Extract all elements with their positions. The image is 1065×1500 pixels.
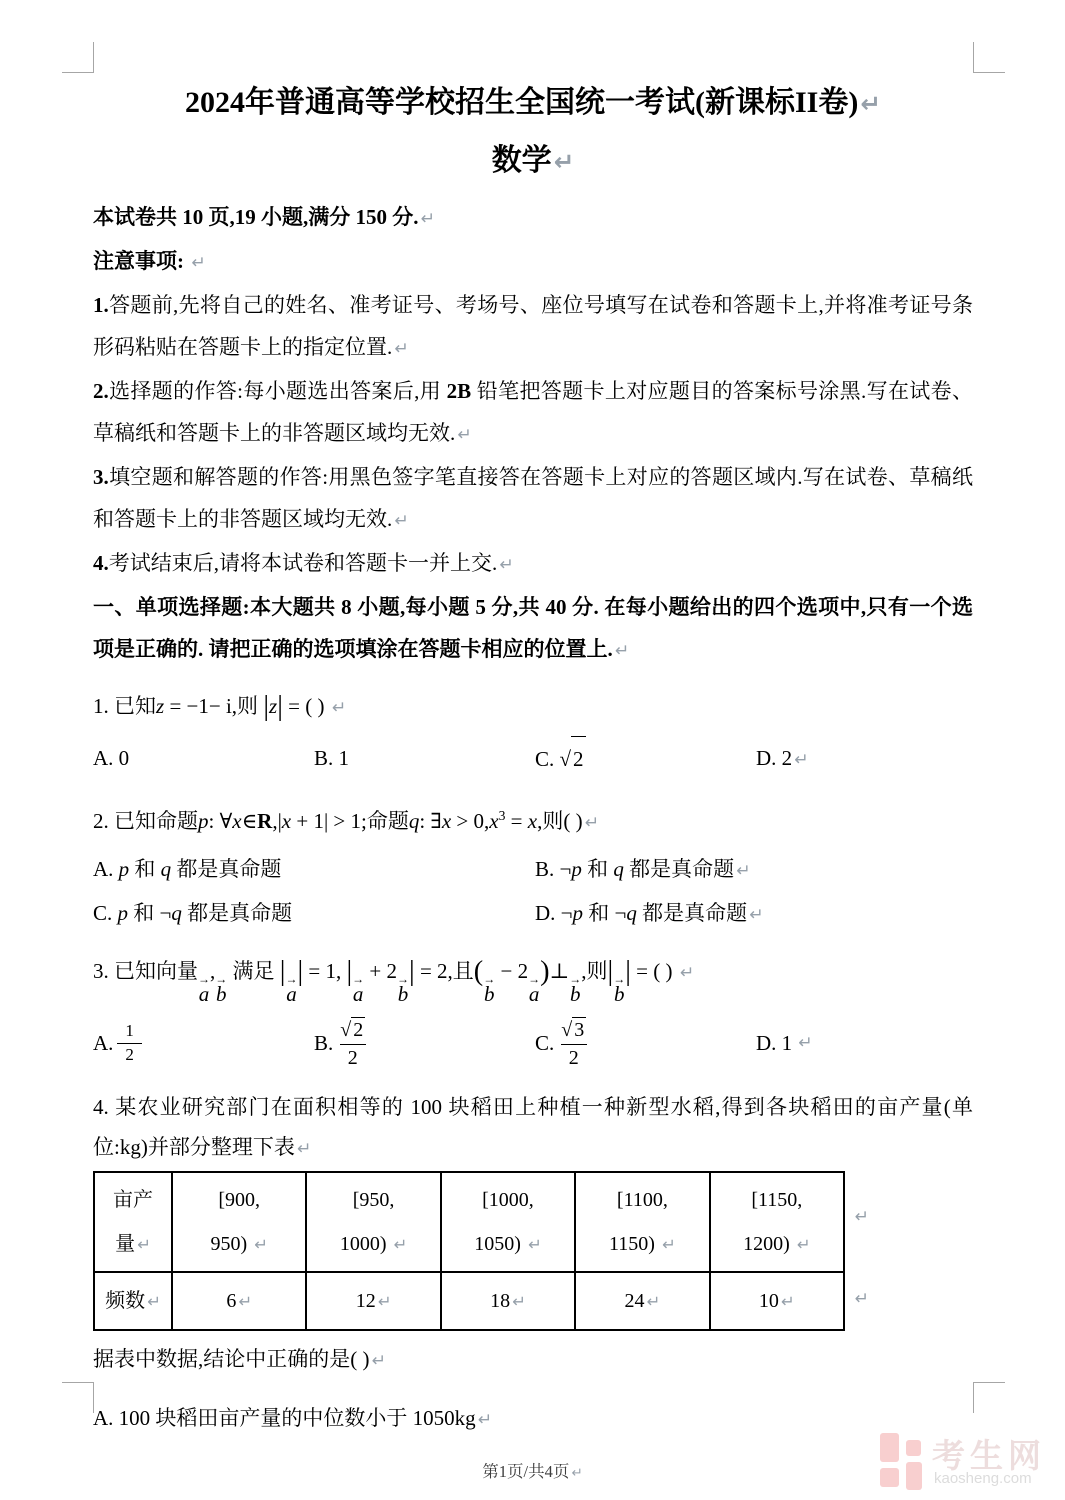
question-2-option-b: B. ¬p 和 q 都是真命题 ↵ [535,857,751,881]
watermark-site-name: 考生网 [932,1437,1046,1474]
paragraph-mark-icon: ↵ [854,1207,869,1227]
exam-subject [93,143,973,180]
question-3-option-d: D. 1 ↵ [756,1030,813,1055]
kaosheng-watermark [880,1428,1060,1494]
notice-item-4: 4.考试结束后,请将本试卷和答题卡一并上交. ↵ [93,551,514,575]
exam-info-line: 本试卷共 10 页,19 小题,满分 150 分. ↵ [93,205,435,229]
question-1-option-d: D. 2 ↵ [756,746,809,770]
paragraph-mark-icon: ↵ [798,1033,813,1053]
paragraph-mark-icon: ↵ [457,425,472,445]
paragraph-mark-icon: ↵ [794,750,809,770]
question-4-conclusion-line: 据表中数据,结论中正确的是( ) ↵ [93,1347,386,1371]
table-cell-text: 亩产 [113,1188,153,1211]
logo-block [906,1462,922,1490]
watermark-site-url: kaosheng.com [934,1470,1032,1487]
paragraph-mark-icon: ↵ [614,641,630,661]
exam-title-text: 2024年普通高等学校招生全国统一考试(新课标II卷) [185,86,859,119]
table-header-frequency [94,1272,172,1330]
text-boundary-mark-top-left [62,42,94,73]
table-cell-text: [950, [352,1188,395,1211]
paragraph-mark-icon: ↵ [371,1351,386,1371]
question-1-option-a: A. 0 [93,746,130,770]
paragraph-mark-icon: ↵ [796,1234,811,1254]
exam-title [93,0,973,123]
paragraph-mark-icon: ↵ [584,813,599,833]
text-boundary-mark-bottom-left [62,1382,94,1413]
paragraph-mark-icon: ↵ [394,339,409,359]
paragraph-mark-icon: ↵ [553,147,575,176]
table-cell-text: 1000) [339,1232,392,1255]
vector-symbol: → a [528,972,541,1006]
paragraph-mark-icon: ↵ [377,1291,392,1311]
paragraph-mark-icon: ↵ [527,1234,542,1254]
paragraph-mark-icon: ↵ [661,1234,676,1254]
notice-item-3: 3.填空题和解答题的作答:用黑色签字笔直接答在答题卡上对应的答题区域内.写在试卷、草稿纸和答题卡上的非答题区域均无效. ↵ [93,465,973,531]
question-2-stem: 2. 已知命题p: ∀x∈R,|x + 1| > 1;命题q: ∃x > $0,x^3 = x$,则( ) ↵ [93,808,599,833]
table-row-frequencies [94,1272,844,1330]
radical-symbol: √2 [560,736,586,781]
paragraph-mark-icon: ↵ [147,1291,161,1311]
question-1-stem: 1. 已知z = −1− i,则 |z| = ( ) ↵ [93,691,347,722]
exam-subject-text: 数学 [491,144,552,177]
logo-block [880,1433,899,1462]
paragraph-mark-icon: ↵ [679,963,695,983]
radical-symbol: √ 2 [340,1018,364,1041]
table-cell-freq-5 [710,1272,844,1330]
question-3-options [93,1005,973,1081]
table-cell-text: [900, [218,1188,261,1211]
vector-symbol: → b [397,972,409,1006]
paragraph-mark-icon: ↵ [191,253,206,273]
paragraph-mark-icon: ↵ [749,905,764,925]
paragraph-mark-icon: ↵ [854,1289,869,1309]
vector-symbol: → b [483,972,496,1006]
text-boundary-mark-top-right [973,42,1005,73]
question-1-option-b: B. 1 [314,746,350,770]
table-cell-range-5 [710,1172,844,1272]
question-4-option-a: A. 100 块稻田亩产量的中位数小于 1050kg ↵ [93,1406,493,1430]
question-2-options-row-2 [93,892,973,936]
paragraph-mark-icon: ↵ [296,1139,312,1159]
question-2-option-c: C. p 和 ¬q 都是真命题 [93,901,293,925]
table-cell-text: 1150) [609,1232,660,1255]
yield-frequency-table-wrap [93,1171,869,1331]
vector-symbol: → b [613,972,626,1006]
paragraph-mark-icon: ↵ [393,1234,408,1254]
section-1-heading: 一、单项选择题:本大题共 8 小题,每小题 5 分,共 40 分. 在每小题给出的四个选项中,只有一个选项是正确的. 请把正确的选项填涂在答题卡相应的位置上. ↵ [93,595,973,661]
vector-symbol: → a [198,972,210,1006]
question-3-stem: 3. 已知向量 → a , → b 满足 | → a | = 1, | → a + 2 → b | = 2,且( → b − 2 → a )⊥ → b ,则| → b | = ( ) ↵ [93,956,695,1006]
document-content [93,0,973,1459]
table-cell-freq-2 [306,1272,440,1330]
paragraph-mark-icon: ↵ [780,1291,795,1311]
paragraph-mark-icon: ↵ [646,1291,661,1311]
table-cell-text: 1050) [474,1232,526,1255]
vector-symbol: → b [569,972,582,1006]
table-cell-range-4 [575,1172,709,1272]
question-2-option-a: A. p 和 q 都是真命题 [93,857,282,881]
logo-block [880,1468,899,1487]
table-cell-text: 18 [490,1289,511,1312]
radical-symbol: √ 3 [561,1018,585,1041]
paragraph-mark-icon: ↵ [512,1291,526,1311]
table-cell-text: 12 [355,1289,376,1312]
paragraph-mark-icon: ↵ [477,1410,493,1430]
table-cell-range-2 [306,1172,440,1272]
table-cell-freq-1 [172,1272,306,1330]
table-cell-text: [1000, [482,1188,534,1211]
yield-frequency-table [93,1171,845,1331]
vector-symbol: → b [215,972,228,1006]
paragraph-mark-icon: ↵ [238,1291,253,1311]
paragraph-mark-icon: ↵ [860,89,881,118]
question-3-option-a: A. $\frac{1}{2}$ [93,1021,314,1066]
table-cell-text: [1150, [751,1188,803,1211]
logo-block [906,1440,921,1456]
paragraph-mark-icon: ↵ [394,511,409,531]
question-2-option-d: D. ¬p 和 ¬q 都是真命题 ↵ [535,901,764,925]
vector-symbol: → a [285,972,298,1006]
table-row-yield-ranges [94,1172,844,1272]
notice-item-1: 1.答题前,先将自己的姓名、准考证号、考场号、座位号填写在试卷和答题卡上,并将准考证号条形码粘贴在答题卡上的指定位置. ↵ [93,293,973,359]
table-cell-freq-3 [441,1272,575,1330]
paragraph-mark-icon: ↵ [254,1234,268,1254]
notice-heading: 注意事项: ↵ [93,249,206,273]
fraction: $\frac{√ 3}{2}$ [558,1017,589,1070]
kaosheng-logo-icon [880,1428,926,1494]
fraction: $\frac{√ 2}{2}$ [337,1017,368,1070]
table-cell-text: 量 [115,1232,136,1255]
table-cell-freq-4 [575,1272,709,1330]
page-number-text: 第1页/共4页 [482,1462,570,1481]
table-cell-text: 6 [226,1289,237,1312]
vector-symbol: → a [352,972,365,1006]
notice-item-2: 2.选择题的作答:每小题选出答案后,用 2B 铅笔把答题卡上对应题目的答案标号涂黑.写在试卷、草稿纸和答题卡上的非答题区域均无效. ↵ [93,379,973,445]
question-4-stem: 4. 某农业研究部门在面积相等的 100 块稻田上种植一种新型水稻,得到各块稻田的亩产量(单位:kg)并部分整理下表 ↵ [93,1095,973,1159]
question-2-options-row-1 [93,848,973,892]
table-header-yield [94,1172,172,1272]
table-cell-text: 10 [758,1289,779,1312]
table-cell-text: 1200) [743,1232,795,1255]
paragraph-mark-icon: ↵ [137,1234,151,1254]
question-3-option-b: B. $\frac{√ 2}{2}$ [314,1017,535,1070]
paragraph-mark-icon: ↵ [420,209,435,229]
paragraph-mark-icon: ↵ [736,861,751,881]
table-cell-text: [1100, [616,1188,668,1211]
question-3-option-c: C. $\frac{√ 3}{2}$ [535,1017,756,1070]
question-1-option-c: C. √2 [535,736,756,782]
paragraph-mark-icon: ↵ [571,1465,583,1481]
table-cell-range-1 [172,1172,306,1272]
text-boundary-mark-bottom-right [973,1382,1005,1413]
table-cell-text: 24 [624,1289,645,1312]
paragraph-mark-icon: ↵ [331,698,347,718]
table-cell-range-3 [441,1172,575,1272]
table-cell-text: 950) [210,1232,253,1255]
question-1-options [93,736,973,782]
table-cell-text: 频数 [105,1289,146,1312]
paragraph-mark-icon: ↵ [499,555,514,575]
fraction: $\frac{1}{2}$ [117,1021,142,1066]
